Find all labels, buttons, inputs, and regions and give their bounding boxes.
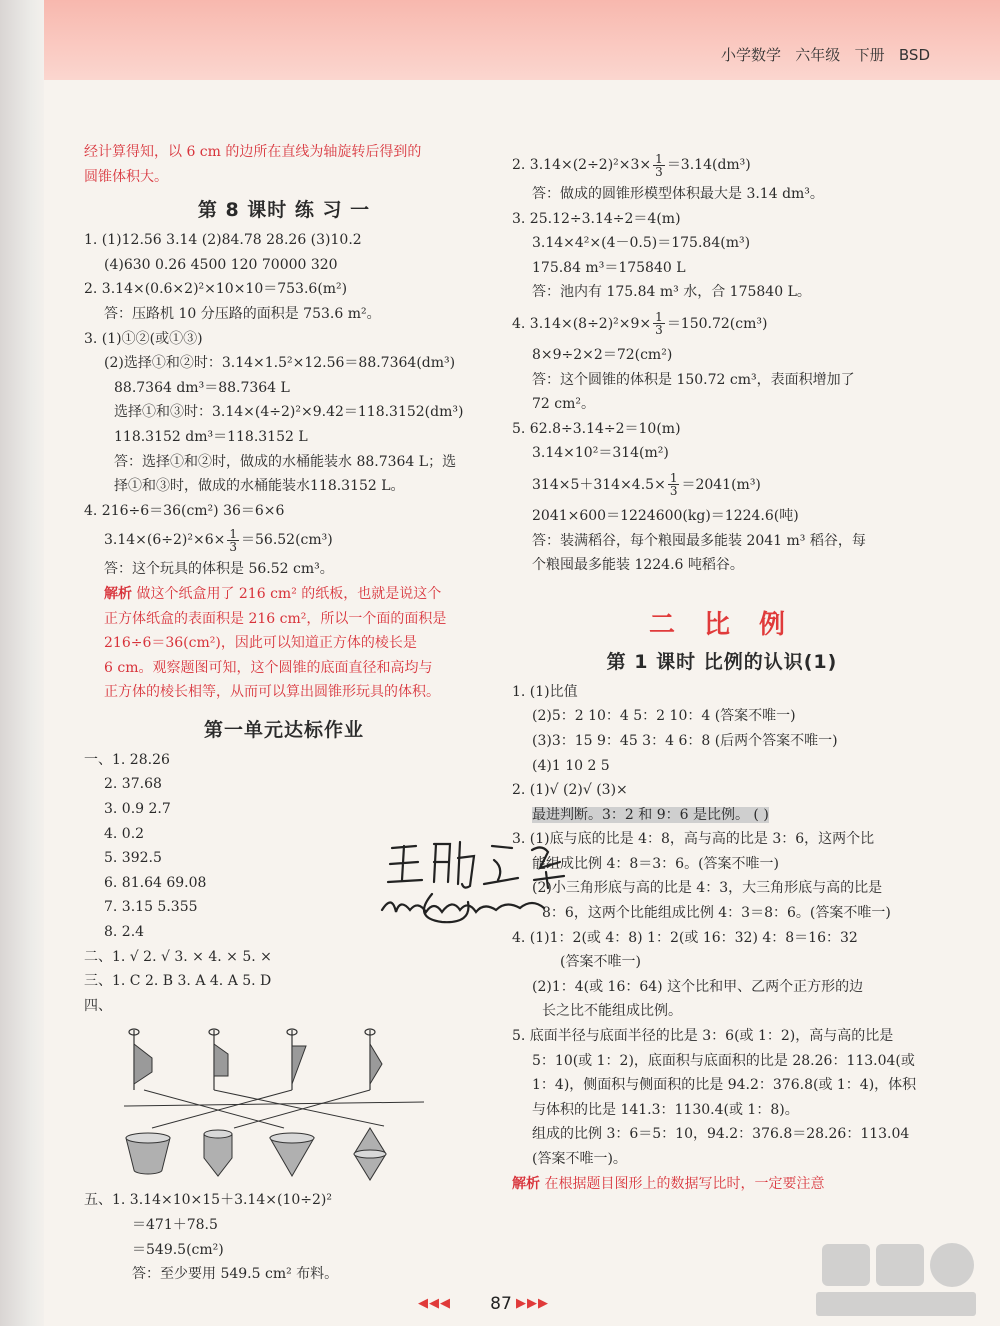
answer-line: 7. 3.15 5.355 <box>104 899 198 916</box>
answer-line: 8：6，这两个比能组成比例 4：3＝8：6。(答案不唯一) <box>542 905 891 922</box>
answer-line: 五、1. 3.14×10×15＋3.14×(10÷2)² <box>84 1192 332 1209</box>
answer-line: 1. (1)12.56 3.14 (2)84.78 28.26 (3)10.2 <box>84 232 362 249</box>
answer-line: 与体积的比是 141.3：1130.4(或 1：8)。 <box>532 1101 799 1118</box>
watermark-stamp <box>802 1240 982 1320</box>
page-number: 87 <box>490 1294 512 1314</box>
lesson8-answers <box>84 228 484 523</box>
answer-line: 长之比不能组成比例。 <box>542 1003 682 1020</box>
answer-line: 2041×600＝1224600(kg)＝1224.6(吨) <box>532 507 799 524</box>
answer-line: 5. 392.5 <box>104 850 162 867</box>
answer-line: (4)1 10 2 5 <box>532 757 610 774</box>
answer-line: ＝549.5(cm²) <box>132 1241 224 1258</box>
answer-line: 118.3152 dm³＝118.3152 L <box>114 428 308 445</box>
fraction-one-third: $\frac{1}{3}$ <box>655 151 663 179</box>
right-analysis: 解析 在根据题目图形上的数据写比时，一定要注意 <box>512 1175 825 1192</box>
rotation-diagram <box>124 1024 444 1186</box>
lesson8-title: 第 8 课时 练 习 一 <box>197 199 371 222</box>
header-band <box>0 0 1000 80</box>
left-column <box>84 140 484 1287</box>
answer-line: 答：池内有 175.84 m³ 水，合 175840 L。 <box>532 284 811 301</box>
handwritten-watermark <box>372 828 602 924</box>
answer-line: 3.14×10²＝314(m²) <box>532 445 669 462</box>
page-spine <box>0 0 44 1326</box>
answer-line: 三、1. C 2. B 3. A 4. A 5. D <box>84 973 272 990</box>
answer-line: (4)630 0.26 4500 120 70000 320 <box>104 256 338 273</box>
r-q5-line: 314×5＋314×4.5× $\frac{1}{3}$ ＝2041(m³) <box>532 471 761 499</box>
answer-line: 答：选择①和②时，做成的水桶能装水 88.7364 L；选 <box>114 453 457 470</box>
answer-line: 3.14×4²×(4－0.5)＝175.84(m³) <box>532 235 751 252</box>
rotation-figures <box>124 1024 444 1186</box>
answer-line: (3)3：15 9：45 3：4 6：8 (后两个答案不唯一) <box>532 732 838 749</box>
answer-line: 5：10(或 1：2)，底面积与底面积的比是 28.26：113.04(或 <box>532 1052 915 1069</box>
analysis-line: 正方体纸盒的表面积是 216 cm²，所以一个面的面积是 <box>104 610 447 627</box>
analysis-line: 216÷6＝36(cm²)，因此可以知道正方体的棱长是 <box>104 635 417 652</box>
unit-title: 第一单元达标作业 <box>203 718 364 741</box>
answer-line: 4. (1)1：2(或 4：8) 1：2(或 16：32) 4：8＝16：32 <box>512 929 858 946</box>
answer-line: 5. 62.8÷3.14÷2＝10(m) <box>512 420 681 437</box>
r-q4-line: 4. 3.14×(8÷2)²×9× $\frac{1}{3}$ ＝150.72(cm³) <box>512 310 768 338</box>
right-block-b <box>512 343 932 466</box>
answer-line: 1. (1)比值 <box>512 683 578 700</box>
answer-line: 答：做成的圆锥形模型体积最大是 3.14 dm³。 <box>532 186 824 202</box>
answer-line: (2)5：2 10：4 5：2 10：4 (答案不唯一) <box>532 708 796 725</box>
answer-line: 2. (1)√ (2)√ (3)× <box>512 782 628 799</box>
answer-line: 4. 216÷6＝36(cm²) 36＝6×6 <box>84 502 285 519</box>
answer-line: 组成的比例 3：6＝5：10，94.2：376.8＝28.26：113.04 <box>532 1126 910 1143</box>
right-block-c <box>512 504 932 578</box>
right-block-a <box>512 182 932 305</box>
right-block-d <box>512 680 932 803</box>
analysis-line: 正方体的棱长相等，从而可以算出圆锥形玩具的体积。 <box>104 684 440 701</box>
lesson1-title: 第 1 课时 比例的认识(1) <box>606 650 838 673</box>
next-page-arrows: ▶▶▶ <box>516 1296 549 1311</box>
prev-page-arrows: ◀◀◀ <box>418 1296 451 1311</box>
q4-volume-line: 3.14×(6÷2)²×6× $\frac{1}{3}$ ＝56.52(cm³) <box>104 526 333 554</box>
answer-line: 8×9÷2×2＝72(cm²) <box>532 346 673 363</box>
header-title: 小学数学 六年级 下册 BSD <box>720 46 930 64</box>
answer-line: 1：4)，侧面积与侧面积的比是 94.2：376.8(或 1：4)，体积 <box>532 1077 917 1094</box>
answer-line: 能组成比例 4：8＝3：6。(答案不唯一) <box>532 855 780 872</box>
answer-line: 88.7364 dm³＝88.7364 L <box>114 379 290 396</box>
answer-line: 175.84 m³＝175840 L <box>532 259 686 276</box>
q4-answer: 答：这个玩具的体积是 56.52 cm³。 <box>104 561 334 578</box>
answer-line: 8. 2.4 <box>104 924 145 941</box>
analysis-block: 解析 做这个纸盒用了 216 cm² 的纸板，也就是说这个 <box>104 585 442 602</box>
answer-line: 一、1. 28.26 <box>84 751 170 768</box>
answer-line: 5. 底面半径与底面半径的比是 3：6(或 1：2)，高与高的比是 <box>512 1028 894 1045</box>
answer-line: 答：装满稻谷，每个粮囤最多能装 2041 m³ 稻谷，每 <box>532 532 866 549</box>
answer-line: 择①和③时，做成的水桶能装水118.3152 L。 <box>114 478 405 495</box>
judge-line: 最进判断。3：2 和 9：6 是比例。 ( ) <box>532 806 769 823</box>
answer-line: 答：压路机 10 分压路的面积是 753.6 m²。 <box>104 305 381 322</box>
r-q2-line: 2. 3.14×(2÷2)²×3× $\frac{1}{3}$ ＝3.14(dm³) <box>512 151 751 179</box>
answer-line: 2. 37.68 <box>104 776 162 793</box>
analysis-line: 6 cm。观察题图可知，这个圆锥的底面直径和高均与 <box>104 659 433 676</box>
answer-line: 3. (1)底与底的比是 4：8，高与高的比是 3：6，这两个比 <box>512 831 875 848</box>
answer-line: 二、1. √ 2. √ 3. × 4. × 5. × <box>84 948 272 965</box>
answer-line: (2)小三角形底与高的比是 4：3，大三角形底与高的比是 <box>532 880 883 897</box>
answer-line: 选择①和③时：3.14×(4÷2)²×9.42＝118.3152(dm³) <box>114 404 464 421</box>
answer-line: 2. 3.14×(0.6×2)²×10×10＝753.6(m²) <box>84 281 348 298</box>
intro-line: 圆锥体积大。 <box>84 168 168 185</box>
answer-line: ＝471＋78.5 <box>132 1217 218 1233</box>
answer-line: 4. 0.2 <box>104 825 145 842</box>
fraction-one-third: $\frac{1}{3}$ <box>669 471 678 499</box>
right-column <box>512 148 932 1196</box>
answer-line: 3. 25.12÷3.14÷2＝4(m) <box>512 210 681 227</box>
answer-line: 3. 0.9 2.7 <box>104 801 171 818</box>
answer-line: 3. (1)①②(或①③) <box>84 330 203 347</box>
fraction-one-third: $\frac{1}{3}$ <box>229 526 237 554</box>
chapter-title: 二 比 例 <box>648 609 796 640</box>
answer-line: 个粮囤最多能装 1224.6 吨稻谷。 <box>532 557 744 574</box>
answer-line: (答案不唯一) <box>560 954 641 971</box>
intro-line: 经计算得知，以 6 cm 的边所在直线为轴旋转后得到的 <box>84 144 422 160</box>
fraction-one-third: $\frac{1}{3}$ <box>655 310 663 338</box>
answer-line: 6. 81.64 69.08 <box>104 874 207 891</box>
section-five-answers <box>84 1188 484 1286</box>
answer-line: 四、 <box>84 997 112 1014</box>
answer-line: (答案不唯一)。 <box>532 1151 627 1167</box>
intro-conclusion <box>84 140 484 189</box>
answer-line: (2)1：4(或 16：64) 这个比和甲、乙两个正方形的边 <box>532 978 864 995</box>
answer-line: 答：这个圆锥的体积是 150.72 cm³，表面积增加了 <box>532 371 855 388</box>
answer-line: 答：至少要用 549.5 cm² 布料。 <box>132 1266 339 1283</box>
answer-line: 72 cm²。 <box>532 396 595 413</box>
answer-line: (2)选择①和②时：3.14×1.5²×12.56＝88.7364(dm³) <box>104 355 456 372</box>
